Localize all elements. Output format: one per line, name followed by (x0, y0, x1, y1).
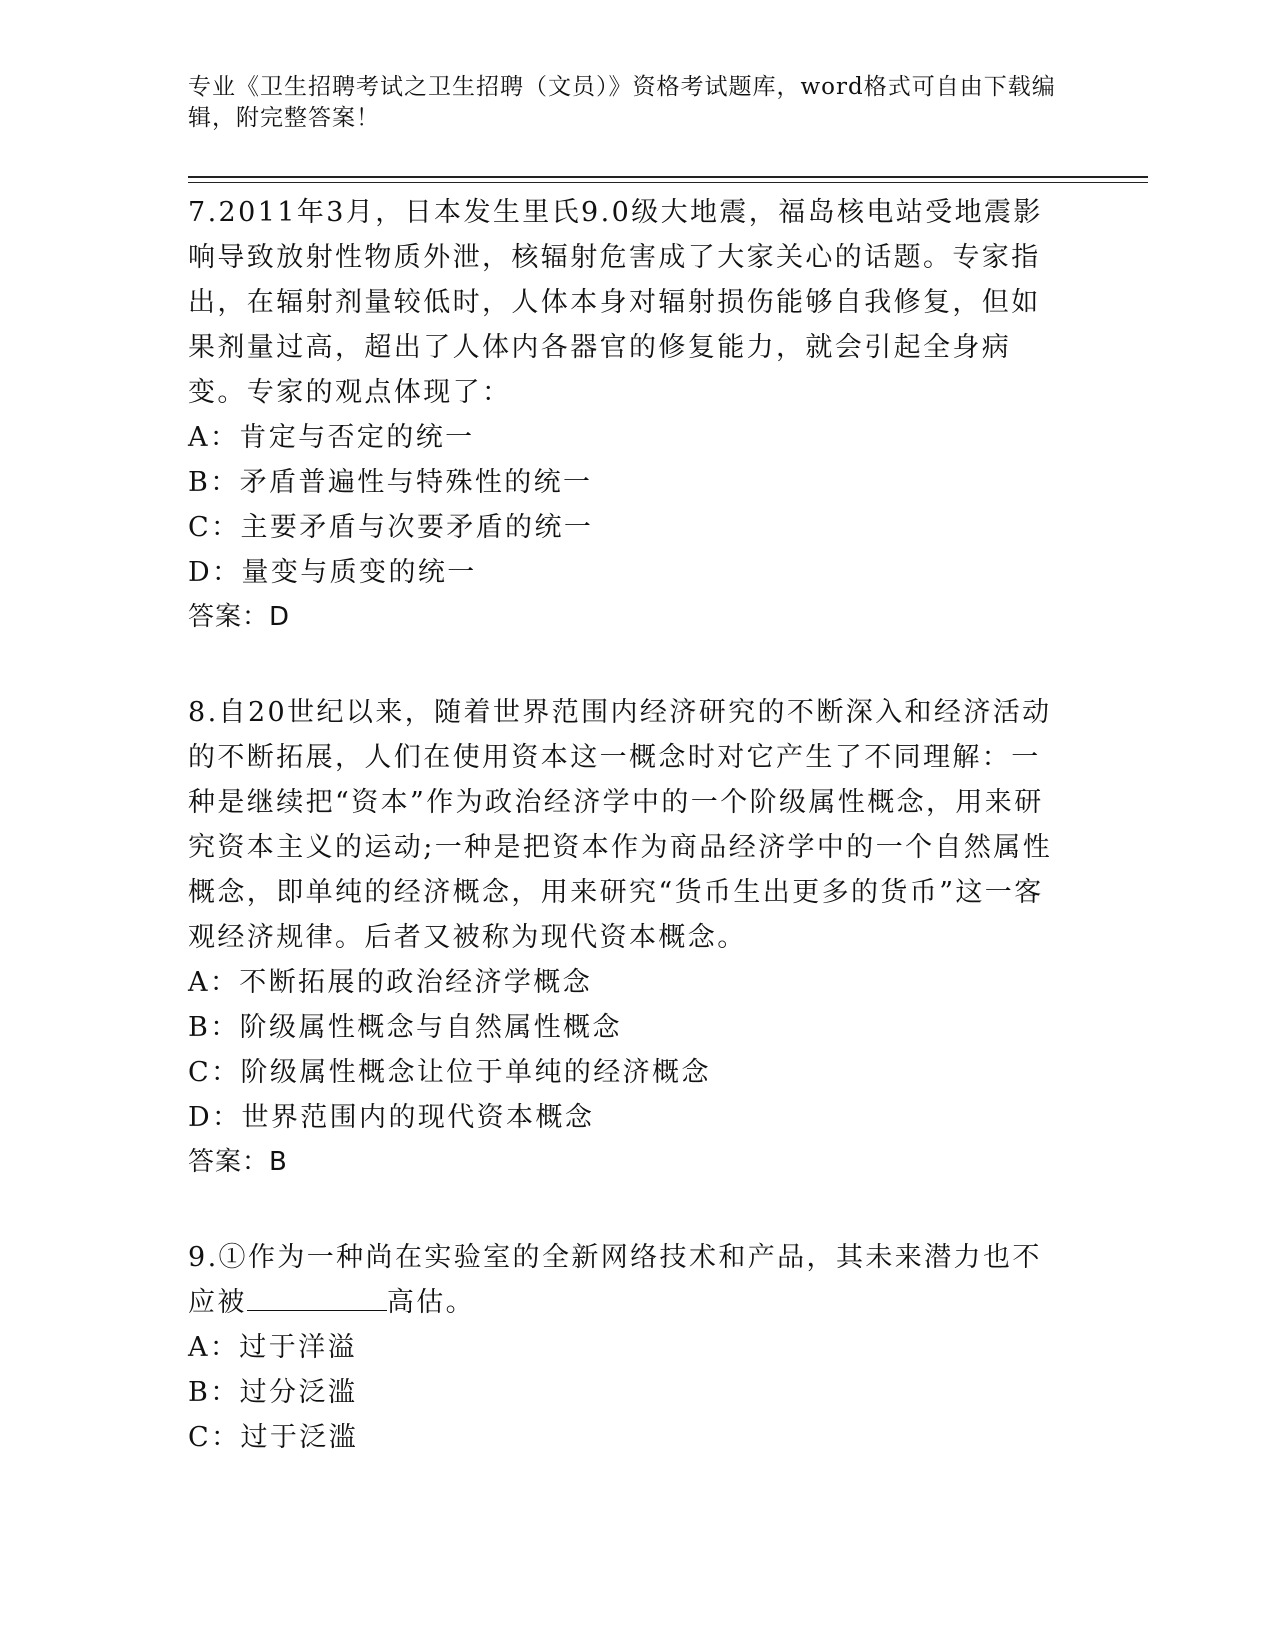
question-list (188, 190, 1068, 1460)
option-a: A：过于洋溢 (188, 1332, 357, 1363)
option-d: D：量变与质变的统一 (188, 557, 477, 588)
option-a: A：肯定与否定的统一 (188, 422, 475, 453)
fill-in-blank (247, 1284, 387, 1311)
option-b: B：阶级属性概念与自然属性概念 (188, 1012, 622, 1043)
question-stem: 7.2011年3月，日本发生里氏9.0级大地震，福岛核电站受地震影响导致放射性物质外泄，核辐射危害成了大家关心的话题。专家指出，在辐射剂量较低时，人体本身对辐射损伤能够自我修复，但如果剂量过高，超出了人体内各器官的修复能力，就会引起全身病变。专家的观点体现了： (188, 197, 1043, 408)
header-rule-thin (188, 182, 1148, 183)
answer: 答案：D (188, 602, 291, 632)
question-7 (188, 190, 1068, 640)
spacer (188, 1185, 1068, 1235)
question-9 (188, 1235, 1068, 1460)
header-rule-thick (188, 176, 1148, 178)
option-a: A：不断拓展的政治经济学概念 (188, 967, 593, 998)
question-stem (188, 1235, 1068, 1325)
option-c: C：主要矛盾与次要矛盾的统一 (188, 512, 594, 543)
question-stem-after: 高估。 (386, 1287, 476, 1318)
option-c: C：阶级属性概念让位于单纯的经济概念 (188, 1057, 711, 1088)
document-header: 专业《卫生招聘考试之卫生招聘（文员）》资格考试题库，word格式可自由下载编辑，附完整答案！ (188, 74, 1056, 131)
spacer (188, 640, 1068, 690)
question-8 (188, 690, 1068, 1185)
option-c: C：过于泛滥 (188, 1422, 359, 1453)
option-b: B：过分泛滥 (188, 1377, 358, 1408)
question-stem: 8.自20世纪以来，随着世界范围内经济研究的不断深入和经济活动的不断拓展，人们在使用资本这一概念时对它产生了不同理解：一种是继续把“资本”作为政治经济学中的一个阶级属性概念，用来研究资本主义的运动;一种是把资本作为商品经济学中的一个自然属性概念，即单纯的经济概念，用来研究“货币生出更多的货币”这一客观经济规律。后者又被称为现代资本概念。 (188, 697, 1053, 953)
option-b: B：矛盾普遍性与特殊性的统一 (188, 467, 593, 498)
answer: 答案：B (188, 1147, 288, 1177)
question-stem-before: 9.①作为一种尚在实验室的全新网络技术和产品，其未来潜力也不应被 (188, 1242, 1042, 1318)
option-d: D：世界范围内的现代资本概念 (188, 1102, 595, 1133)
